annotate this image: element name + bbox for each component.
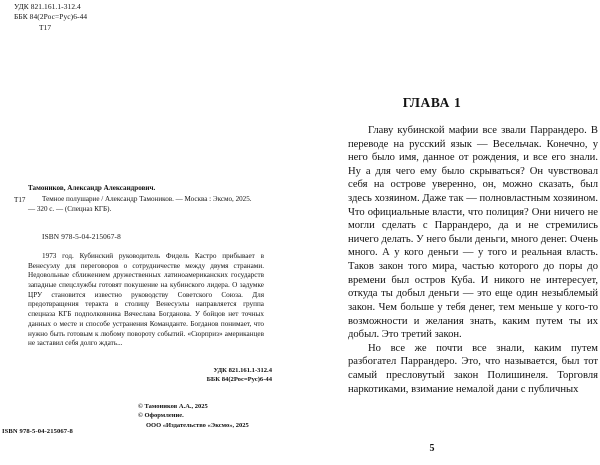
copyright-notice (0, 402, 272, 430)
classification-codes-top (14, 2, 87, 34)
copyright-publisher-line: ООО «Издательство «Эксмо», 2025 (146, 421, 249, 429)
udk-code-top: УДК 821.161.1-312.4 (14, 2, 81, 11)
left-page-imprint (0, 0, 290, 465)
copyright-author-line: © Тамоников А.А., 2025 (138, 403, 208, 410)
cip-record (28, 184, 260, 214)
page-number: 5 (429, 443, 435, 454)
book-annotation: 1973 год. Кубинский руководитель Фидель Кастро прибывает в Венесуэлу для переговоров о сотрудничестве между двумя странами. Недовольные сближением дружественных латиноамериканских государств западные спецслужбы готовят покушение на кубинского лидера. О задумке ЦРУ становится известно руководству Советского Союза. Для предотвращения теракта в столицу Венесуэлы направляется группа спецназа КГБ подполковника Вячеслава Богданова. У бойцов нет точных данных о месте и способе устранения Команданте. Богданов понимает, что нужно быть готовым к любому повороту событий. «Сюрприз» американцев не заставил себя долго ждать... (28, 252, 264, 348)
cip-description: Темное полушарие / Александр Тамоников. — Москва : Эксмо, 2025. — 320 с. — (Спецназ КГБ). (28, 195, 252, 213)
bbk-code-bottom: ББК 84(2Рос=Рус)6-44 (206, 376, 272, 384)
copyright-design-line: © Оформление. (138, 412, 184, 420)
cip-shelf-code: Т17 (14, 196, 26, 204)
bbk-code-top: ББК 84(2Рос=Рус)6-44 (14, 12, 88, 22)
chapter-paragraph: Главу кубинской мафии все звали Паррандеро. В переводе на русский язык — Весельчак. Конечно, у него было имя, данное от рождения, и все его знали. Ну а для чего ему было скрываться? Он чувствовал себя на острове уверенно, он, можно сказать, был здесь хозяином. Даже так — полновластным хозяином. Что официальные власти, что полиция? Они ничего не могли сделать с Паррандеро, да и не стремились ничего делать. У него были деньги, много денег. Очень много. А у кого деньги — у того и реальная власть. Таков закон того мира, частью которого до поры до времени был остров Куба. И никого не интересует, откуда ты добыл деньги — это еще один незыблемый закон. Чем больше у тебя денег, тем меньше у кого-то возможности и желания знать, каким путем ты их добыл. Это третий закон. (348, 125, 598, 341)
chapter-paragraph: Но все же почти все знали, каким путем разбогател Паррандеро. Это, что называется, был тот самый пресловутый закон Полишинеля. Торговля наркотиками, взимание немалой дани с публичных (348, 342, 598, 395)
classification-codes-bottom (0, 366, 272, 385)
udk-code-bottom: УДК 821.161.1-312.4 (213, 367, 272, 374)
isbn-main: ISBN 978-5-04-215067-8 (42, 232, 121, 241)
isbn-bottom: ISBN 978-5-04-215067-8 (2, 428, 73, 435)
cip-author-name: Тамоников, Александр Александрович. (28, 184, 156, 192)
shelf-code-top: Т17 (39, 23, 52, 33)
chapter-title: ГЛАВА 1 (402, 95, 462, 110)
right-page-chapter (300, 0, 600, 465)
chapter-body-text (348, 124, 598, 396)
